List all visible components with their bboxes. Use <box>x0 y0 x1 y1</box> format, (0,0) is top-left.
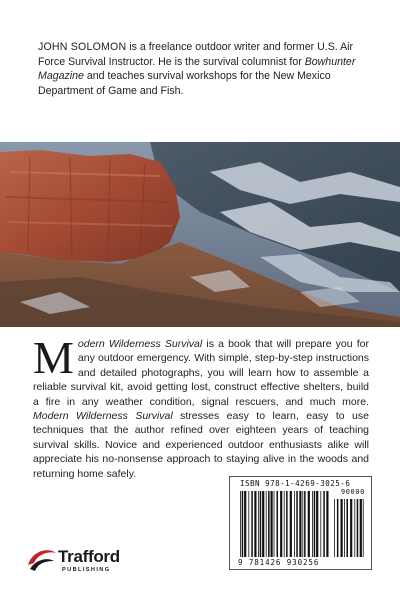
publisher-tagline: PUBLISHING <box>62 567 111 573</box>
author-name: JOHN SOLOMON <box>38 41 127 53</box>
barcode-bar <box>284 491 285 557</box>
barcode-bar <box>262 491 264 557</box>
barcode-bar <box>242 491 244 557</box>
barcode-bar <box>299 491 301 557</box>
barcode-bar <box>304 491 306 557</box>
barcode-bar <box>363 499 364 557</box>
barcode-bar <box>357 499 359 557</box>
barcode-bar <box>290 491 292 557</box>
barcode-bar <box>274 491 275 557</box>
barcode-bar <box>251 491 253 557</box>
price-addon: 90000 <box>340 488 365 496</box>
author-bio-text-1: is a freelance outdoor writer and former U.S. Air Force Survival Instructor. He is the survival columnist for <box>38 41 354 68</box>
drop-cap: M <box>33 332 74 383</box>
magazine-title: Bowhunter Magazine <box>38 55 356 82</box>
barcode-bar <box>240 491 241 557</box>
barcode-bar <box>350 499 352 557</box>
author-bio-text-2: and teaches survival workshops for the New Mexico Department of Game and Fish. <box>38 70 331 97</box>
trafford-swirl-icon <box>26 545 58 575</box>
book-title-inline-2: Modern Wilderness Survival <box>33 410 173 423</box>
barcode-bar <box>244 491 246 557</box>
barcode-bar <box>268 491 270 557</box>
barcode-bar <box>254 491 256 557</box>
barcode-bar <box>344 499 345 557</box>
barcode-bar <box>320 491 321 557</box>
description-text-1: is a book that will prepare you for any outdoor emergency. With simple, step-by-step instructions and detailed photographs, you will learn how to assemble a reliable survival kit, avoid getting lost, construct effective shelters, build a fire in any weather condition, signal rescuers, and much more. <box>33 338 370 408</box>
book-title-inline-1: odern Wilderness Survival <box>77 338 203 350</box>
barcode-bar <box>294 491 295 557</box>
isbn-label: ISBN 978-1-4269-3025-6 <box>240 479 351 488</box>
barcode-bar <box>308 491 310 557</box>
barcode-bar <box>326 491 328 557</box>
barcode-bar <box>347 499 349 557</box>
barcode-bar <box>312 491 313 557</box>
description-text-2: stresses easy to learn, easy to use techniques that the author refined over eighteen years of teaching survival skills. Novice and experienced outdoor enthusiasts alike will appreciate his no-nonsense approach to staying alive in the woods and returning home safely. <box>33 410 369 480</box>
barcode-bar <box>302 491 303 557</box>
barcode-bar <box>323 491 325 557</box>
ean-digits: 9 781426 930256 <box>238 558 320 567</box>
isbn-barcode <box>229 476 372 570</box>
barcode-bar <box>334 499 335 557</box>
barcode-bar <box>360 499 362 557</box>
barcode-bar <box>286 491 288 557</box>
barcode-bar <box>258 491 259 557</box>
publisher-logo <box>26 541 146 581</box>
book-description <box>33 332 370 481</box>
barcode-bar <box>280 491 282 557</box>
barcode-bar <box>260 491 262 557</box>
barcode-bar <box>314 491 316 557</box>
barcode-bar <box>248 491 249 557</box>
barcode-bar <box>316 491 318 557</box>
barcode-bar <box>277 491 279 557</box>
author-bio <box>38 40 368 98</box>
barcode-bar <box>354 499 355 557</box>
publisher-name: Trafford <box>58 547 120 566</box>
canyon-photo <box>0 142 400 327</box>
barcode-bar <box>296 491 298 557</box>
barcode-bar <box>341 499 343 557</box>
barcode-bar <box>337 499 339 557</box>
barcode-bar <box>266 491 267 557</box>
barcode-bar <box>271 491 273 557</box>
